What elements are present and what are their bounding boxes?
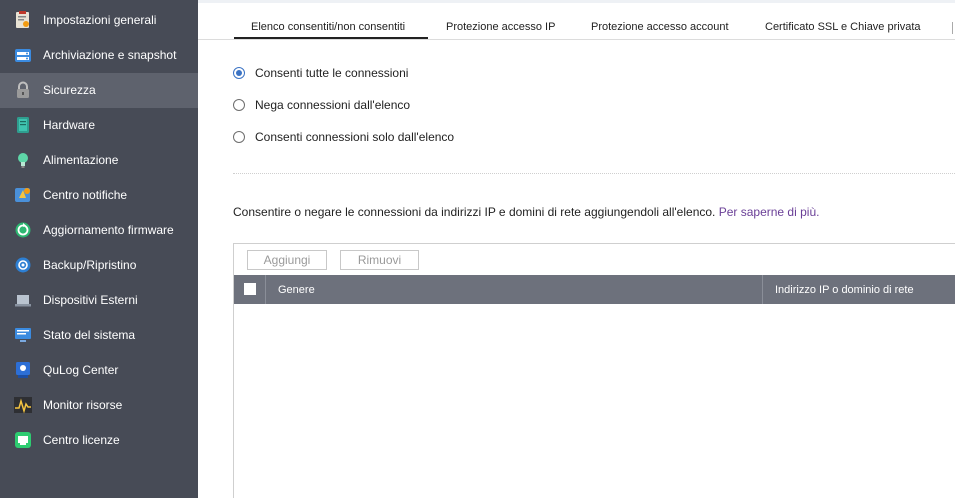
sidebar-item-label: Alimentazione xyxy=(43,153,119,167)
sidebar-item-label: Monitor risorse xyxy=(43,398,123,412)
select-all-checkbox[interactable] xyxy=(244,283,256,295)
lock-icon xyxy=(14,81,32,99)
sidebar-item-external-devices[interactable] xyxy=(0,283,198,318)
external-device-icon xyxy=(14,291,32,309)
sidebar-item-firmware-update[interactable] xyxy=(0,213,198,248)
add-button[interactable]: Aggiungi xyxy=(247,250,327,270)
sidebar-item-qulog-center[interactable] xyxy=(0,353,198,388)
remove-button[interactable]: Rimuovi xyxy=(340,250,419,270)
sidebar-item-label: Impostazioni generali xyxy=(43,13,157,27)
tab-account-access-protection[interactable]: Protezione accesso account xyxy=(591,21,729,33)
radio-allow-list-only[interactable]: Consenti connessioni solo dall'elenco xyxy=(233,130,454,144)
sidebar-item-label: Aggiornamento firmware xyxy=(43,223,174,237)
sidebar-item-label: Sicurezza xyxy=(43,83,96,97)
radio-button[interactable] xyxy=(233,99,245,111)
sidebar-item-storage[interactable] xyxy=(0,38,198,73)
radio-button[interactable] xyxy=(233,67,245,79)
sidebar-item-label: Stato del sistema xyxy=(43,328,136,342)
backup-icon xyxy=(14,256,32,274)
tab-allow-deny-list[interactable]: Elenco consentiti/non consentiti xyxy=(234,14,428,39)
resource-monitor-icon xyxy=(14,396,32,414)
sidebar-item-label: QuLog Center xyxy=(43,363,119,377)
list-table xyxy=(233,243,955,498)
column-ip-domain[interactable]: Indirizzo IP o dominio di rete xyxy=(775,284,914,296)
sidebar-item-hardware[interactable] xyxy=(0,108,198,143)
power-bulb-icon xyxy=(14,151,32,169)
qulog-icon xyxy=(14,361,32,379)
description: Consentire o negare le connessioni da indirizzi IP e domini di rete aggiungendoli all'elenco. Per saperne di più. xyxy=(233,205,820,219)
radio-deny-list[interactable]: Nega connessioni dall'elenco xyxy=(233,98,410,112)
tab-ip-access-protection[interactable]: Protezione accesso IP xyxy=(446,21,556,33)
tab-ssl-certificate[interactable]: Certificato SSL e Chiave privata xyxy=(765,21,921,33)
sidebar xyxy=(0,0,198,498)
sidebar-item-notification-center[interactable] xyxy=(0,178,198,213)
notification-icon xyxy=(14,186,32,204)
sidebar-item-system-status[interactable] xyxy=(0,318,198,353)
column-type[interactable]: Genere xyxy=(278,284,315,296)
sidebar-item-label: Centro licenze xyxy=(43,433,120,447)
hardware-icon xyxy=(14,116,32,134)
sidebar-item-license-center[interactable] xyxy=(0,423,198,458)
firmware-update-icon xyxy=(14,221,32,239)
settings-doc-icon xyxy=(14,11,32,29)
license-icon xyxy=(14,431,32,449)
sidebar-item-label: Centro notifiche xyxy=(43,188,128,202)
sidebar-item-general-settings[interactable] xyxy=(0,3,198,38)
sidebar-item-label: Backup/Ripristino xyxy=(43,258,137,272)
tab-bar xyxy=(198,14,955,40)
radio-button[interactable] xyxy=(233,131,245,143)
sidebar-item-backup-restore[interactable] xyxy=(0,248,198,283)
sidebar-item-security[interactable] xyxy=(0,73,198,108)
sidebar-item-label: Archiviazione e snapshot xyxy=(43,48,177,62)
sidebar-item-label: Hardware xyxy=(43,118,96,132)
divider xyxy=(233,173,955,174)
main-panel xyxy=(198,0,955,498)
learn-more-link[interactable]: Per saperne di più. xyxy=(718,205,820,219)
system-status-icon xyxy=(14,326,32,344)
sidebar-item-resource-monitor[interactable] xyxy=(0,388,198,423)
sidebar-item-label: Dispositivi Esterni xyxy=(43,293,138,307)
radio-allow-all[interactable]: Consenti tutte le connessioni xyxy=(233,66,408,80)
storage-icon xyxy=(14,46,32,64)
sidebar-item-power[interactable] xyxy=(0,143,198,178)
table-header xyxy=(234,275,955,304)
